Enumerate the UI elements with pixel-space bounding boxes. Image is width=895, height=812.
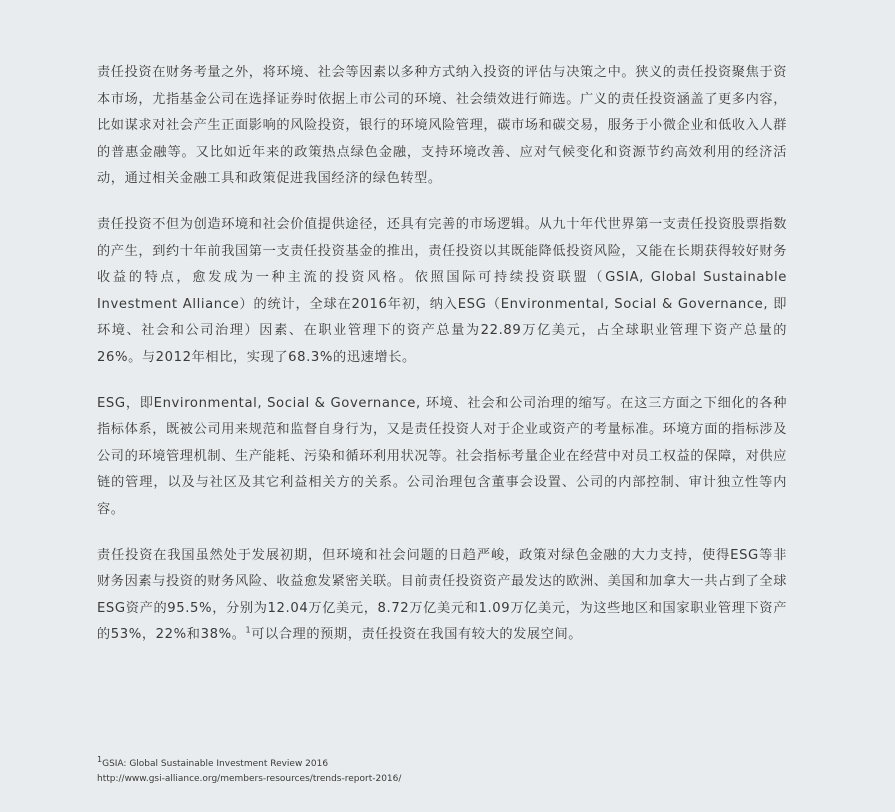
body-text <box>97 60 787 668</box>
footnote-reference: 1 <box>245 625 252 635</box>
paragraph-china-outlook-text-after: 可以合理的预期，责任投资在我国有较大的发展空间。 <box>251 627 583 643</box>
paragraph-esg-definition: ESG，即Environmental, Social & Governance, 环境、社会和公司治理的缩写。在这三方面之下细化的各种指标体系，既被公司用来规范和监督自身行为，又是责任投资人对于企业或资产的考量标准。环境方面的指标涉及公司的环境管理机制、生产能耗、污染和循环利用状况等。社会指标考量企业在经营中对员工权益的保障，对供应链的管理，以及与社区及其它利益相关方的关系。公司治理包含董事会设置、公司的内部控制、审计独立性等内容。 <box>97 395 787 517</box>
paragraph-market-logic: 责任投资不但为创造环境和社会价值提供途径，还具有完善的市场逻辑。从九十年代世界第一支责任投资股票指数的产生，到约十年前我国第一支责任投资基金的推出，责任投资以其既能降低投资风险，又能在长期获得较好财务收益的特点，愈发成为一种主流的投资风格。依照国际可持续投资联盟（GSIA, Global Sustainable Investment Alliance）的统计，全球在2016年初，纳入ESG（Environmental, Social & Governance, 即环境、社会和公司治理）因素、在职业管理下的资产总量为22.89万亿美元，占全球职业管理下资产总量的26%。与2012年相比，实现了68.3%的迅速增长。 <box>97 216 787 365</box>
paragraph-china-outlook-text-before: 责任投资在我国虽然处于发展初期，但环境和社会问题的日趋严峻，政策对绿色金融的大力支持，使得ESG等非财务因素与投资的财务风险、收益愈发紧密关联。目前责任投资资产最发达的欧洲、美国和加拿大一共占到了全球ESG资产的95.5%，分别为12.04万亿美元，8.72万亿美元和1.09万亿美元，为这些地区和国家职业管理下资产的53%，22%和38%。 <box>97 547 787 643</box>
footnote-title: GSIA: Global Sustainable Investment Review 2016 <box>102 759 329 769</box>
footnote-url-link[interactable]: http://www.gsi-alliance.org/members-resources/trends-report-2016/ <box>97 774 402 784</box>
paragraph-responsible-investment-definition: 责任投资在财务考量之外，将环境、社会等因素以多种方式纳入投资的评估与决策之中。狭义的责任投资聚焦于资本市场，尤指基金公司在选择证券时依据上市公司的环境、社会绩效进行筛选。广义的责任投资涵盖了更多内容，比如谋求对社会产生正面影响的风险投资，银行的环境风险管理，碳市场和碳交易，服务于小微企业和低收入人群的普惠金融等。又比如近年来的政策热点绿色金融，支持环境改善、应对气候变化和资源节约高效利用的经济活动，通过相关金融工具和政策促进我国经济的绿色转型。 <box>97 65 787 187</box>
footnote-section <box>97 757 787 787</box>
paragraph-china-outlook <box>97 543 787 649</box>
footnote-mark: 1 <box>97 755 103 764</box>
footnote-title-line <box>97 757 787 772</box>
